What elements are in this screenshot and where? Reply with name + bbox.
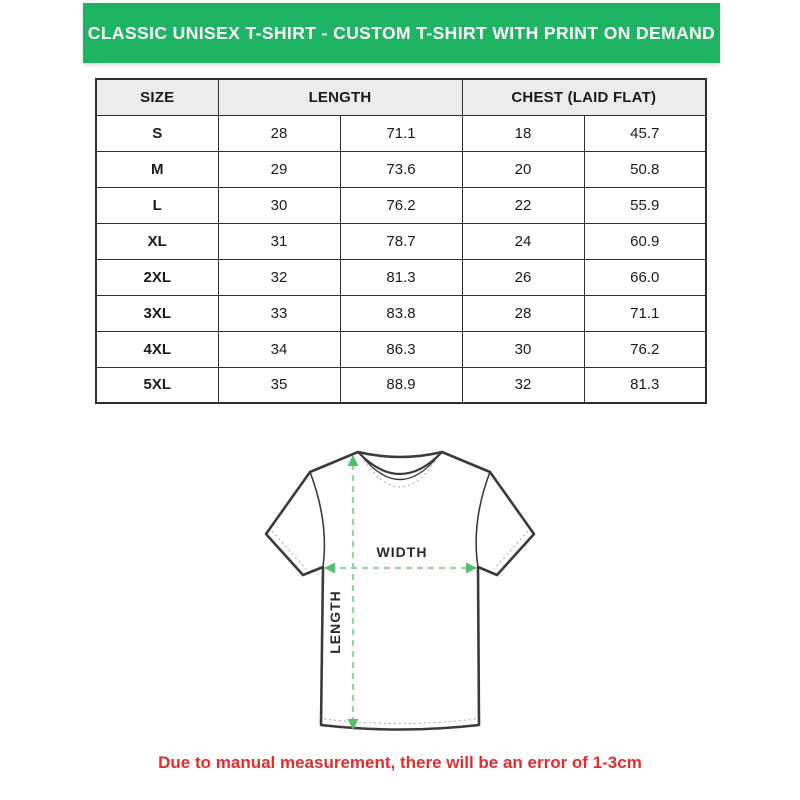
- tshirt-diagram-svg: [245, 440, 555, 740]
- table-row: [96, 259, 706, 295]
- chest-cm: 71.1: [584, 295, 706, 331]
- length-cm: 76.2: [340, 187, 462, 223]
- table-row: [96, 115, 706, 151]
- size-label: 2XL: [96, 259, 218, 295]
- length-in: 31: [218, 223, 340, 259]
- chest-in: 22: [462, 187, 584, 223]
- chest-in: 32: [462, 367, 584, 403]
- chest-cm: 45.7: [584, 115, 706, 151]
- length-cm: 71.1: [340, 115, 462, 151]
- size-label: M: [96, 151, 218, 187]
- length-cm: 86.3: [340, 331, 462, 367]
- chest-cm: 50.8: [584, 151, 706, 187]
- chest-in: 28: [462, 295, 584, 331]
- table-row: [96, 187, 706, 223]
- width-label: WIDTH: [376, 544, 428, 560]
- length-cm: 83.8: [340, 295, 462, 331]
- length-in: 30: [218, 187, 340, 223]
- title-banner: [83, 3, 720, 63]
- tshirt-measurement-diagram: [245, 440, 555, 740]
- col-header-size: SIZE: [96, 79, 218, 115]
- table-header-row: [96, 79, 706, 115]
- size-label: S: [96, 115, 218, 151]
- table-row: [96, 367, 706, 403]
- length-in: 35: [218, 367, 340, 403]
- table-row: [96, 331, 706, 367]
- chest-cm: 66.0: [584, 259, 706, 295]
- length-in: 29: [218, 151, 340, 187]
- length-in: 32: [218, 259, 340, 295]
- page-title: CLASSIC UNISEX T-SHIRT - CUSTOM T-SHIRT WITH PRINT ON DEMAND: [87, 22, 716, 43]
- size-label: XL: [96, 223, 218, 259]
- chest-cm: 55.9: [584, 187, 706, 223]
- size-label: 5XL: [96, 367, 218, 403]
- length-in: 33: [218, 295, 340, 331]
- chest-cm: 60.9: [584, 223, 706, 259]
- size-label: 4XL: [96, 331, 218, 367]
- chest-in: 18: [462, 115, 584, 151]
- note-text: Due to manual measurement, there will be an error of 1-3cm: [158, 753, 642, 772]
- length-cm: 78.7: [340, 223, 462, 259]
- size-label: 3XL: [96, 295, 218, 331]
- size-label: L: [96, 187, 218, 223]
- col-header-length: LENGTH: [218, 79, 462, 115]
- length-label: LENGTH: [327, 590, 343, 654]
- measurement-error-note: [0, 753, 800, 773]
- col-header-chest: CHEST (LAID FLAT): [462, 79, 706, 115]
- chest-in: 20: [462, 151, 584, 187]
- length-cm: 73.6: [340, 151, 462, 187]
- table-row: [96, 223, 706, 259]
- size-table-container: [95, 78, 705, 404]
- chest-in: 26: [462, 259, 584, 295]
- length-cm: 81.3: [340, 259, 462, 295]
- chest-cm: 81.3: [584, 367, 706, 403]
- size-table: [95, 78, 707, 404]
- tshirt-outline: [266, 452, 534, 730]
- chest-in: 24: [462, 223, 584, 259]
- table-row: [96, 295, 706, 331]
- length-in: 28: [218, 115, 340, 151]
- table-row: [96, 151, 706, 187]
- length-cm: 88.9: [340, 367, 462, 403]
- chest-cm: 76.2: [584, 331, 706, 367]
- length-in: 34: [218, 331, 340, 367]
- chest-in: 30: [462, 331, 584, 367]
